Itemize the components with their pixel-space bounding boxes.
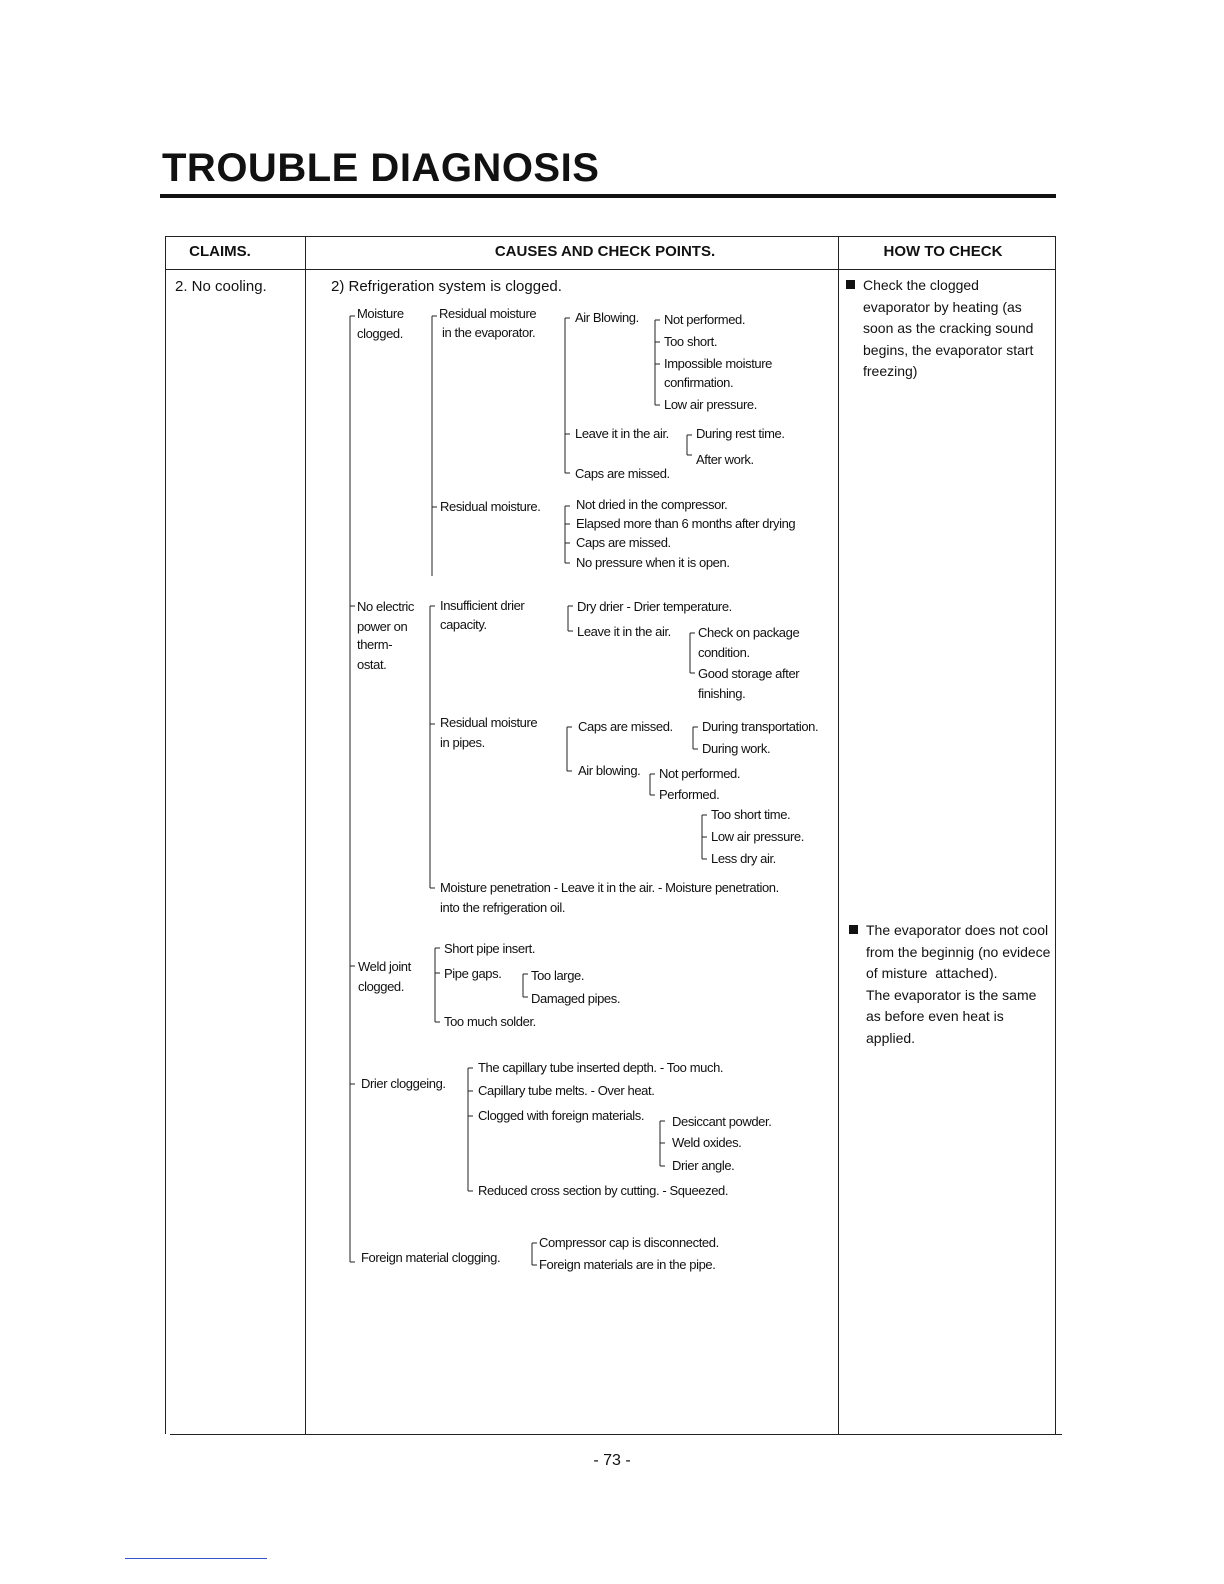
how-to-check-2-line: The evaporator is the same	[866, 986, 1037, 1003]
node-desiccant: Desiccant powder.	[672, 1114, 772, 1129]
node-check-package-2: condition.	[698, 645, 750, 660]
node-weld-joint-1: Weld joint	[358, 959, 411, 974]
node-moisture-penetration-1: Moisture penetration - Leave it in the air. - Moisture penetration.	[440, 880, 779, 895]
how-to-check-1-line: begins, the evaporator start	[863, 341, 1034, 358]
node-capillary-melts: Capillary tube melts. - Over heat.	[478, 1083, 655, 1098]
node-leave-in-air: Leave it in the air.	[575, 426, 669, 441]
node-residual-evap-1: Residual moisture	[439, 306, 537, 321]
node-too-short: Too short.	[664, 334, 718, 349]
node-insufficient-drier-1: Insufficient drier	[440, 598, 525, 613]
header-how-to-check: HOW TO CHECK	[883, 243, 1003, 260]
node-dry-drier: Dry drier - Drier temperature.	[577, 599, 732, 614]
node-impossible-moisture-2: confirmation.	[664, 375, 734, 390]
how-to-check-2	[866, 920, 1050, 1049]
claim-text: 2. No cooling.	[175, 278, 267, 295]
node-residual-evap-2: in the evaporator.	[442, 325, 536, 340]
footer-separator	[125, 1558, 267, 1559]
node-not-performed: Not performed.	[664, 312, 746, 327]
node-pipe-gaps: Pipe gaps.	[444, 966, 502, 981]
bullet-icon	[849, 925, 858, 934]
how-to-check-1-line: freezing)	[863, 363, 918, 379]
node-residual-moisture: Residual moisture.	[440, 499, 541, 514]
how-to-check-1-line: Check the clogged	[863, 277, 979, 293]
node-residual-pipes-2: in pipes.	[440, 735, 485, 750]
node-insufficient-drier-2: capacity.	[440, 617, 487, 632]
node-moisture-penetration-2: into the refrigeration oil.	[440, 900, 566, 915]
node-drier-clogging: Drier cloggeing.	[361, 1076, 446, 1091]
how-to-check-2-line: applied.	[866, 1029, 916, 1046]
node-weld-joint-2: clogged.	[358, 979, 404, 994]
node-no-electric-4: ostat.	[357, 657, 387, 672]
how-to-check-1	[863, 275, 1033, 383]
how-to-check-2-line: as before even heat is	[866, 1008, 1004, 1024]
node-during-work: During work.	[702, 741, 771, 756]
node-no-electric-2: power on	[357, 619, 408, 634]
node-clogged-foreign: Clogged with foreign materials.	[478, 1108, 645, 1123]
node-caps-missed-2: Caps are missed.	[576, 535, 671, 550]
node-elapsed: Elapsed more than 6 months after drying	[576, 516, 796, 531]
node-no-pressure: No pressure when it is open.	[576, 555, 730, 570]
node-foreign-clogging: Foreign material clogging.	[361, 1250, 501, 1265]
how-to-check-1-line: soon as the cracking sound	[863, 320, 1034, 336]
node-weld-oxides: Weld oxides.	[672, 1135, 742, 1150]
node-damaged-pipes: Damaged pipes.	[531, 991, 621, 1006]
node-good-storage-2: finishing.	[698, 686, 746, 701]
node-no-electric-3: therm-	[357, 637, 393, 652]
node-low-air-pressure: Low air pressure.	[664, 397, 757, 412]
section-heading: 2) Refrigeration system is clogged.	[331, 278, 562, 295]
node-residual-pipes-1: Residual moisture	[440, 715, 538, 730]
node-air-blowing: Air Blowing.	[575, 310, 639, 325]
header-causes: CAUSES AND CHECK POINTS.	[494, 243, 716, 260]
node-caps-missed: Caps are missed.	[575, 466, 670, 481]
node-during-rest-time: During rest time.	[696, 426, 785, 441]
node-check-package-1: Check on package	[698, 625, 800, 640]
node-no-electric-1: No electric	[357, 599, 415, 614]
node-reduced-cross: Reduced cross section by cutting. - Squeezed.	[478, 1183, 729, 1198]
node-foreign-in-pipe: Foreign materials are in the pipe.	[539, 1257, 716, 1272]
header-claims: CLAIMS.	[189, 243, 251, 260]
node-performed: Performed.	[659, 787, 720, 802]
node-impossible-moisture-1: Impossible moisture	[664, 356, 772, 371]
node-too-short-time: Too short time.	[711, 807, 791, 822]
node-moisture-clogged-2: clogged.	[357, 326, 403, 341]
how-to-check-2-line: from the beginnig (no evidece	[866, 943, 1051, 960]
node-not-performed-2: Not performed.	[659, 766, 741, 781]
page-title: TROUBLE DIAGNOSIS	[162, 146, 600, 190]
node-good-storage-1: Good storage after	[698, 666, 800, 681]
node-not-dried: Not dried in the compressor.	[576, 497, 728, 512]
how-to-check-2-line: The evaporator does not cool	[866, 922, 1049, 938]
node-less-dry-air: Less dry air.	[711, 851, 776, 866]
node-capillary-depth: The capillary tube inserted depth. - Too much.	[478, 1060, 724, 1075]
node-short-pipe: Short pipe insert.	[444, 941, 536, 956]
node-too-much-solder: Too much solder.	[444, 1014, 536, 1029]
node-during-transport: During transportation.	[702, 719, 819, 734]
node-low-air-pressure-2: Low air pressure.	[711, 829, 804, 844]
page-number: - 73 -	[593, 1452, 631, 1469]
node-air-blowing-2: Air blowing.	[578, 763, 641, 778]
how-to-check-1-line: evaporator by heating (as	[863, 298, 1022, 315]
node-moisture-clogged-1: Moisture	[357, 306, 404, 321]
node-after-work: After work.	[696, 452, 754, 467]
node-too-large: Too large.	[531, 968, 585, 983]
how-to-check-2-line: of misture attached).	[866, 965, 998, 981]
node-drier-angle: Drier angle.	[672, 1158, 735, 1173]
node-leave-in-air-2: Leave it in the air.	[577, 624, 671, 639]
bullet-icon	[846, 280, 855, 289]
node-compressor-cap: Compressor cap is disconnected.	[539, 1235, 719, 1250]
node-caps-missed-3: Caps are missed.	[578, 719, 673, 734]
